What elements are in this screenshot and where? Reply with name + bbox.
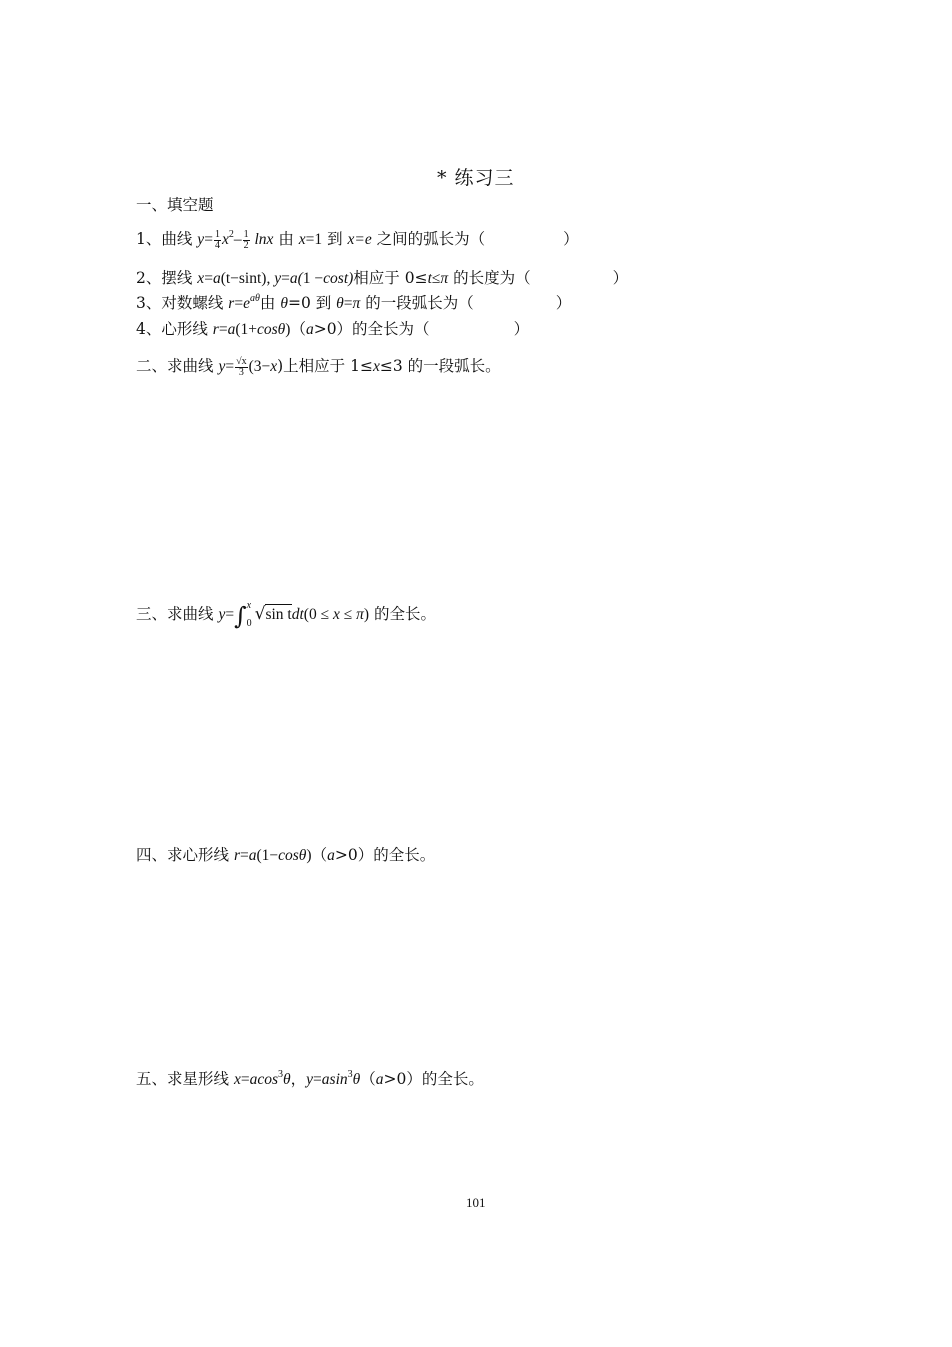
page-title: * 练习三 xyxy=(437,167,515,189)
question-1: 1、曲线 y= $\frac{1}{4}$ $x^2-$ $\frac{1}{2}$ lnx 由 x=1 到 x=e 之间的弧长为（ ） xyxy=(136,228,579,251)
fraction-one-half: $\frac{1}{2}$ xyxy=(243,228,249,251)
radicand: sin t xyxy=(265,606,292,623)
question-3: 3、对数螺线 $r=e^{a\theta}$由 θ=0 到 θ=π 的一段弧长为（ ） xyxy=(136,293,572,312)
question-section-4: 四、求心形线 r=a(1−cosθ)（a>0）的全长。 xyxy=(136,846,436,864)
integral-sign: ∫ xyxy=(234,602,247,630)
sqrt-sign: √ xyxy=(254,604,266,624)
question-section-5: 五、求星形线 x=acos$^3$θ，y=asin$^3$θ（a>0）的全长。 xyxy=(136,1069,484,1088)
question-section-3: 三、求曲线 y=∫ x 0 √sin tdt(0 ≤ x ≤ π) 的全长。 xyxy=(136,597,436,633)
fraction-sqrt-x-over-3: $\frac{√x}{3}$ xyxy=(236,355,247,378)
question-section-2: 二、求曲线 y= $\frac{√x}{3}$ (3−x)上相应于 1≤x≤3 的一段弧长。 xyxy=(136,355,501,378)
question-2: 2、摆线 x=a(t−sint), y=a(1 −cost)相应于 0≤t≤π 的长度为（ ） xyxy=(136,269,629,287)
fraction-one-quarter: $\frac{1}{4}$ xyxy=(214,228,220,251)
integral-limits: x 0 xyxy=(246,600,252,629)
question-4: 4、心形线 r=a(1+cosθ)（a>0）的全长为（ ） xyxy=(136,320,530,338)
page-number: 101 xyxy=(466,1195,486,1210)
section-heading-fill-in: 一、填空题 xyxy=(136,196,214,214)
